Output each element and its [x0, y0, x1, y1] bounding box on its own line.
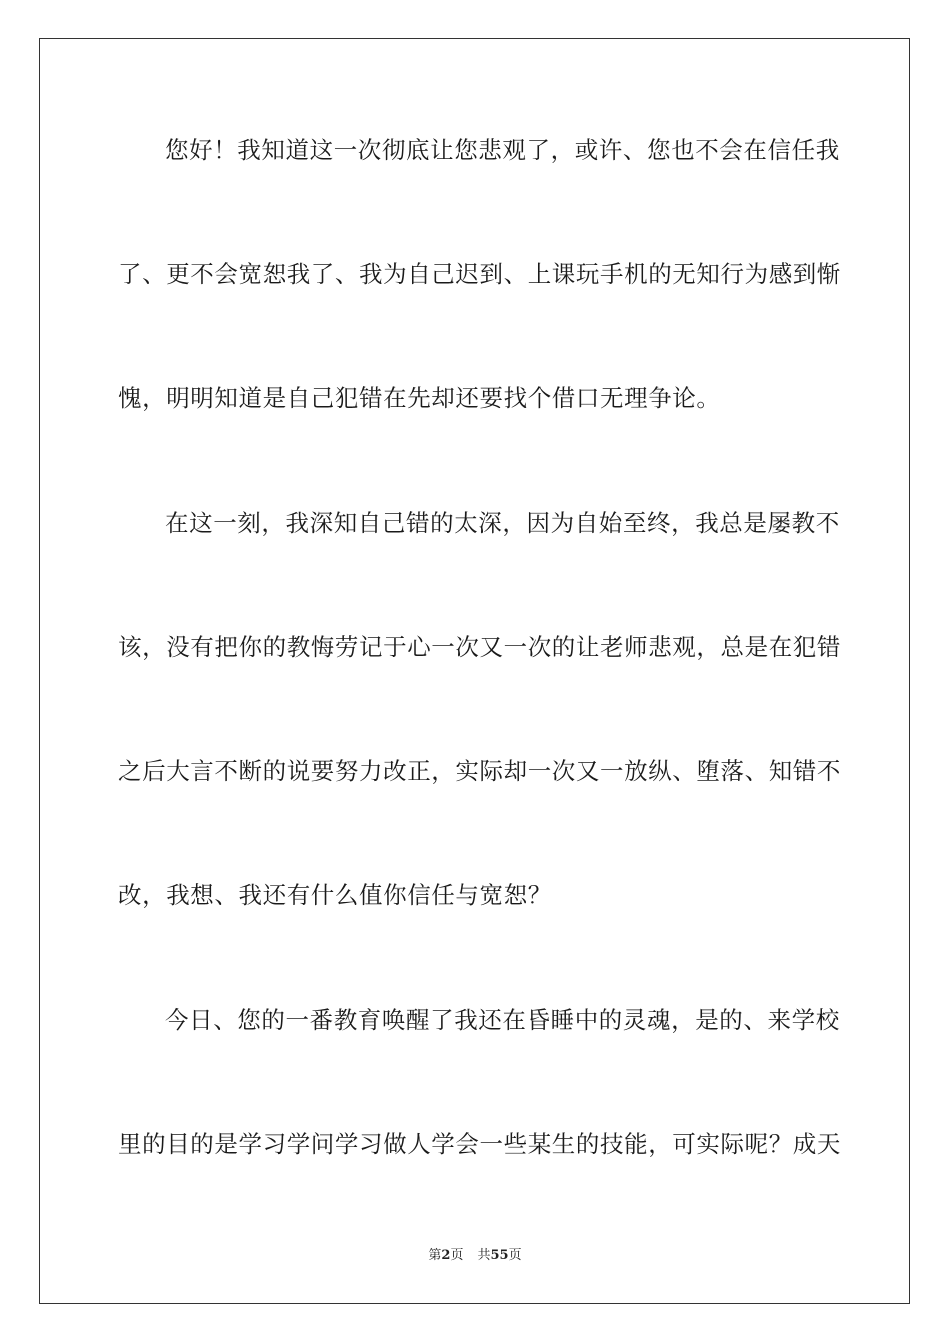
page-suffix: 页	[450, 1248, 464, 1263]
paragraph-3-line-2: 里的目的是学习学问学习做人学会一些某生的技能，可实际呢？成天	[118, 1130, 841, 1158]
paragraph-1-line-1: 您好！我知道这一次彻底让您悲观了，或许、您也不会在信任我	[165, 136, 840, 164]
total-suffix: 页	[508, 1248, 522, 1263]
paragraph-2-line-2: 该，没有把你的教悔劳记于心一次又一次的让老师悲观，总是在犯错	[118, 633, 841, 661]
page-border	[39, 38, 910, 1304]
page-prefix: 第	[428, 1248, 442, 1263]
total-prefix: 共	[477, 1248, 491, 1263]
paragraph-2-line-1: 在这一刻，我深知自己错的太深，因为自始至终，我总是屡教不	[165, 509, 840, 537]
paragraph-3-line-1: 今日、您的一番教育唤醒了我还在昏睡中的灵魂，是的、来学校	[165, 1006, 840, 1034]
paragraph-1-line-3: 愧，明明知道是自己犯错在先却还要找个借口无理争论。	[118, 384, 721, 412]
total-pages: 55	[490, 1248, 509, 1263]
paragraph-2-line-4: 改，我想、我还有什么值你信任与宽恕？	[118, 881, 552, 909]
paragraph-2-line-3: 之后大言不断的说要努力改正，实际却一次又一放纵、堕落、知错不	[118, 757, 841, 785]
page-footer	[0, 1246, 950, 1266]
paragraph-1-line-2: 了、更不会宽恕我了、我为自己迟到、上课玩手机的无知行为感到惭	[118, 260, 841, 288]
page-number: 2	[441, 1248, 451, 1263]
